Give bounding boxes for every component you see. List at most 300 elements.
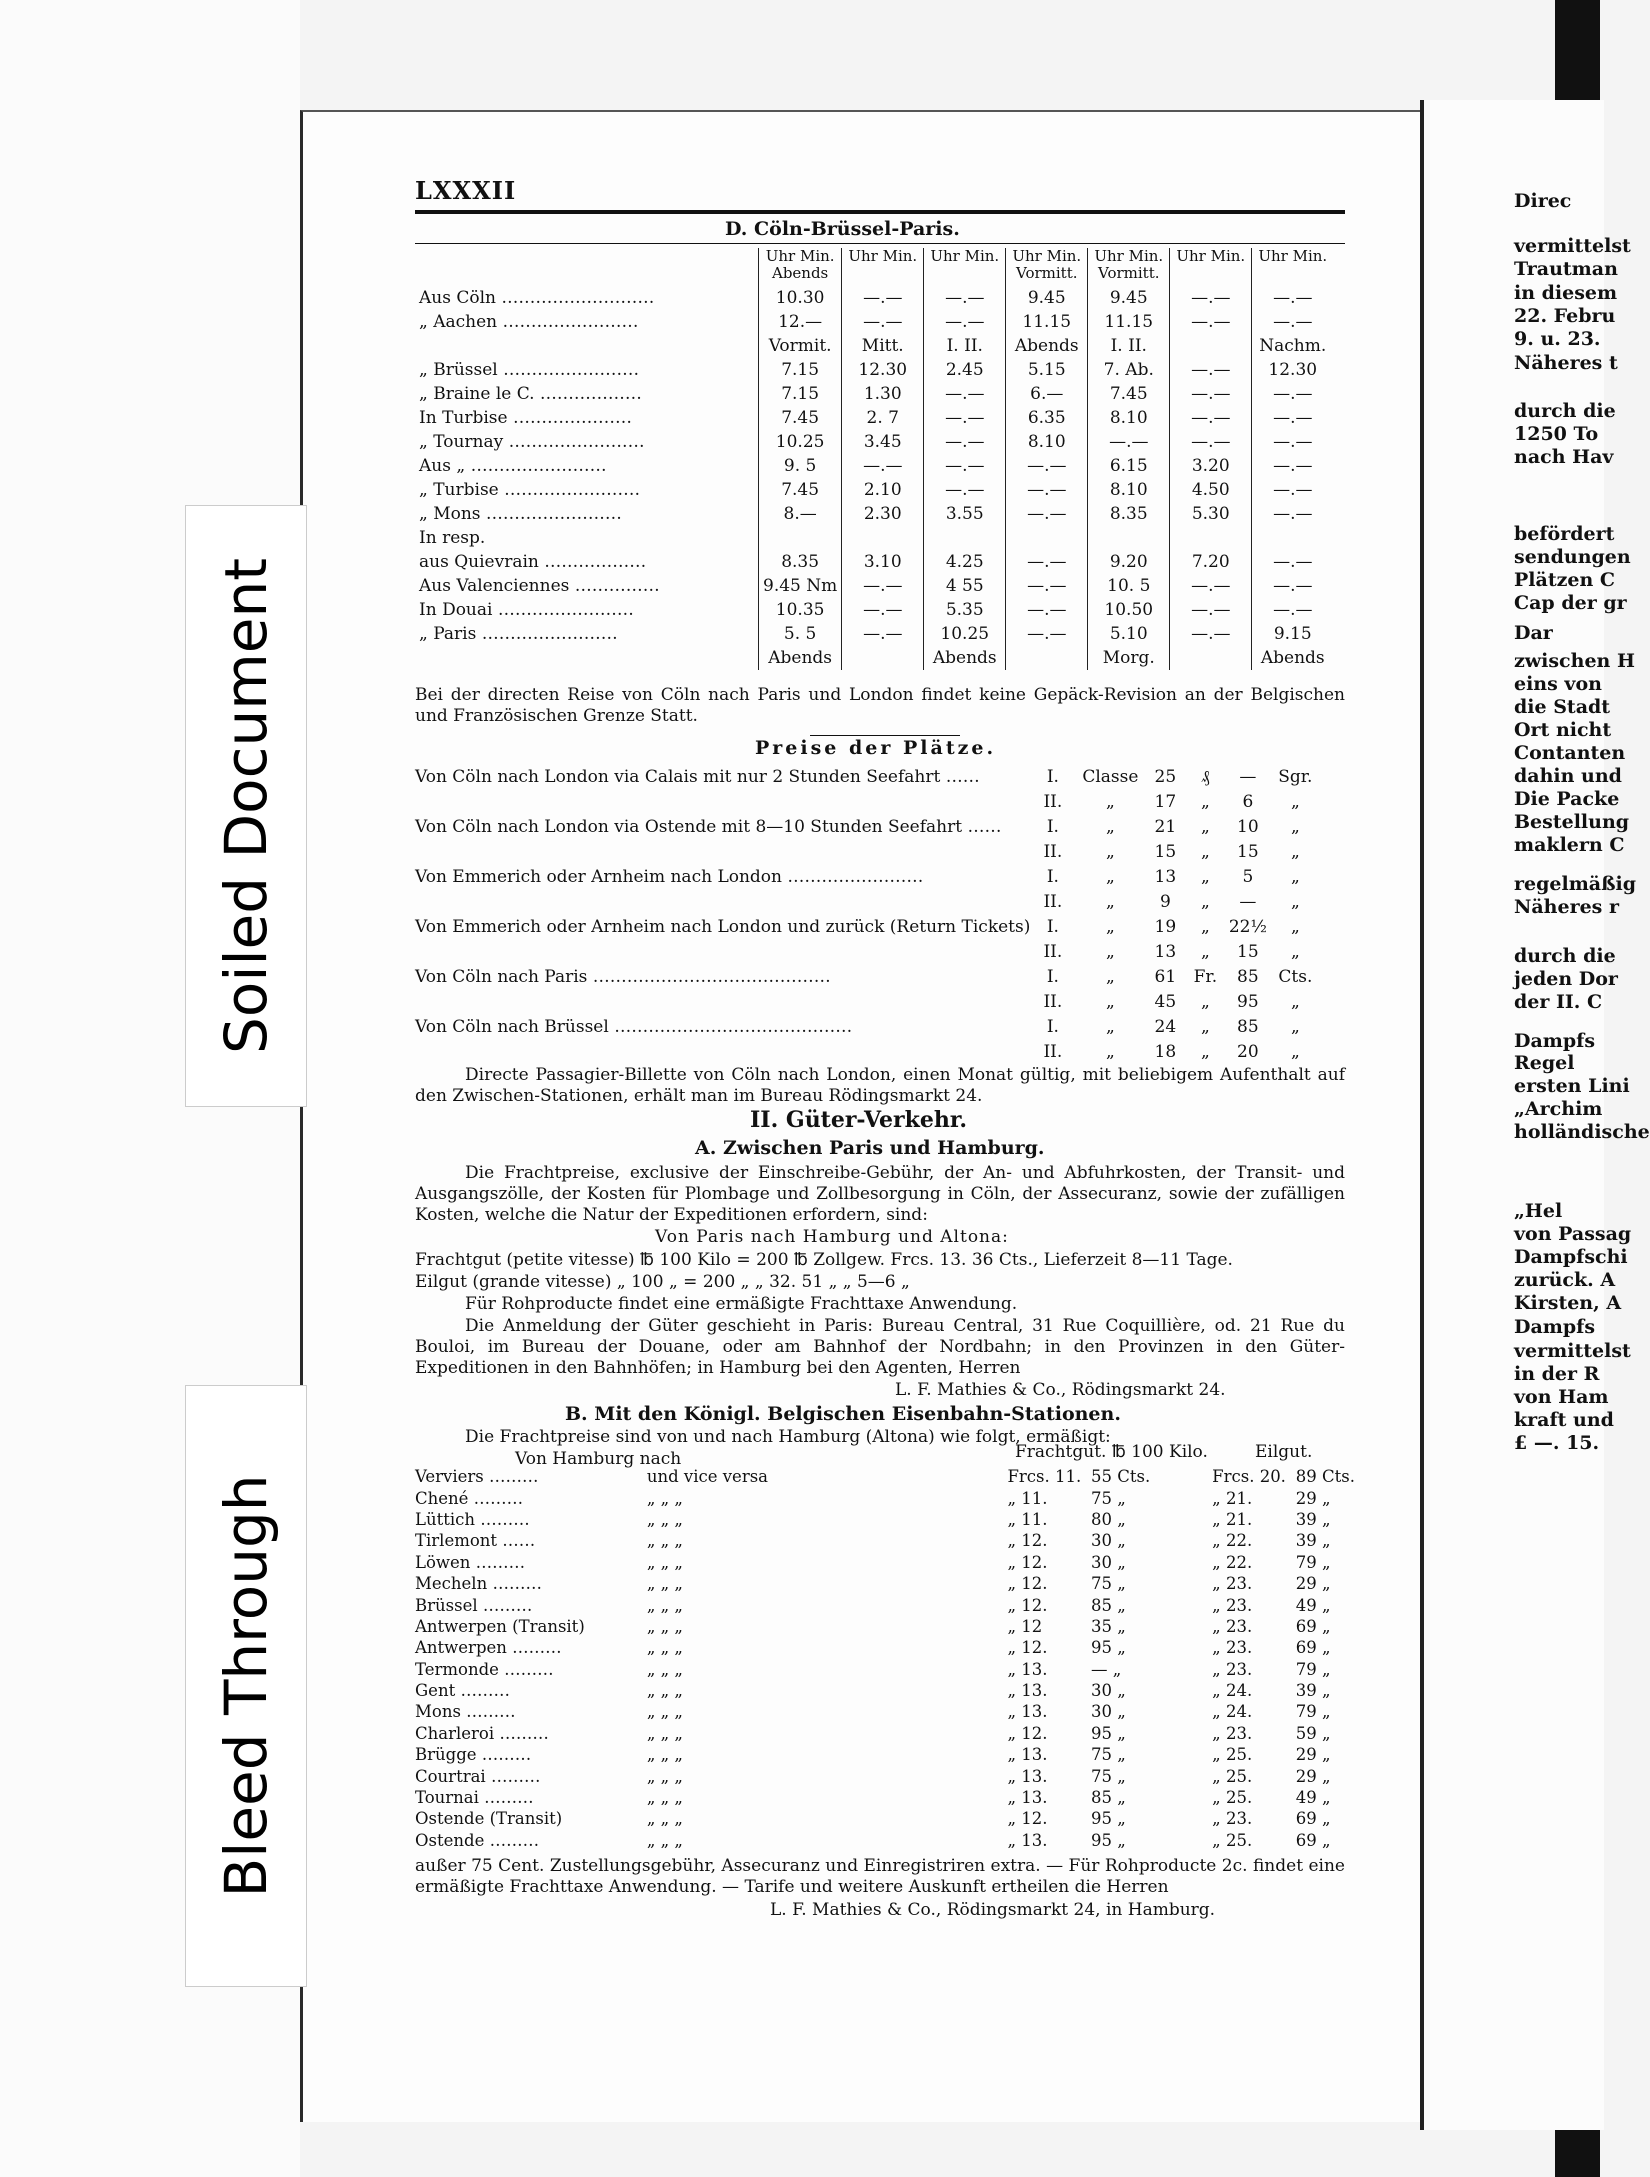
price-b: 20 (1237, 1042, 1259, 1062)
timetable-time: 7. Ab. (1088, 358, 1170, 382)
timetable-time (1006, 646, 1088, 670)
timetable-time: 2. 7 (842, 406, 924, 430)
timetable-time: 8.10 (1088, 406, 1170, 430)
price-a: 25 (1154, 767, 1177, 787)
timetable-time: 3.45 (842, 430, 924, 454)
timetable-time (842, 646, 924, 670)
freight-name: Chené ……… (415, 1488, 524, 1508)
facing-page-text: Dampfs (1514, 1316, 1596, 1338)
freight-station-row (415, 1701, 1355, 1722)
timetable-header-cell (1006, 248, 1088, 286)
price-cls: I. (1046, 967, 1059, 987)
freight-footnote: außer 75 Cent. Zustellungsgebühr, Assecuranz und Einregistriren extra. — Für Rohproducte 2c. findet eine ermäßigte Frachttaxe Anwendung. — Tarife und weitere Auskunft ertheilen die Herren (415, 1856, 1345, 1897)
price-unit: „ (1105, 917, 1115, 937)
freight-name: Tirlemont …… (415, 1531, 536, 1551)
timetable-time (1170, 646, 1252, 670)
price-unit: „ (1105, 817, 1115, 837)
facing-page-text: „Archim (1514, 1098, 1603, 1120)
timetable-time: Vormit. (759, 334, 842, 358)
price-cls: I. (1046, 917, 1059, 937)
facing-page-text: zwischen H (1514, 650, 1635, 672)
timetable-time: Morg. (1088, 646, 1170, 670)
freight-title: II. Güter-Verkehr. (750, 1107, 968, 1133)
timetable-time: 1.30 (842, 382, 924, 406)
freight-ec: 79 „ (1295, 1552, 1331, 1572)
bleed-through-label-text: Bleed Through (212, 1474, 280, 1898)
timetable-time: 9.20 (1088, 550, 1170, 574)
freight-station-row (415, 1680, 1355, 1701)
timetable-time: 3.20 (1170, 454, 1252, 478)
header-period: Vormitt. (1098, 264, 1160, 282)
timetable-time: —.— (842, 310, 924, 334)
price-bsym: „ (1290, 842, 1300, 862)
price-bsym: „ (1290, 992, 1300, 1012)
timetable-time: 3.55 (924, 502, 1006, 526)
freight-station-row (415, 1487, 1355, 1508)
price-b: 6 (1242, 792, 1254, 812)
timetable-time: 4 55 (924, 574, 1006, 598)
timetable-time: —.— (1252, 382, 1334, 406)
freight-fc: 95 „ (1091, 1830, 1126, 1850)
price-asym: „ (1200, 842, 1210, 862)
timetable-time: —.— (1252, 598, 1334, 622)
freight-fr: Frcs. 11. (1007, 1467, 1082, 1487)
timetable-time: 7.15 (759, 358, 842, 382)
freight-station-row (415, 1466, 1355, 1487)
facing-page-text: Ort nicht (1514, 719, 1612, 741)
timetable-time: —.— (1170, 574, 1252, 598)
freight-vice: „ „ „ (646, 1830, 683, 1850)
timetable-station: „ Brüssel …………………… (419, 359, 640, 380)
timetable-time: —.— (1170, 622, 1252, 646)
timetable-station: In Turbise ………………… (419, 407, 632, 428)
timetable-time: —.— (1088, 430, 1170, 454)
timetable-header-cell (1170, 248, 1252, 286)
freight-er: „ 23. (1212, 1659, 1253, 1679)
price-asym: „ (1200, 1042, 1210, 1062)
timetable-row (415, 430, 1333, 454)
facing-page-text: „Hel (1514, 1200, 1563, 1222)
freight-fc: 30 „ (1091, 1702, 1126, 1722)
price-unit: „ (1105, 842, 1115, 862)
timetable-time: 11.15 (1088, 310, 1170, 334)
price-cls: II. (1043, 892, 1063, 912)
page-number: LXXXII (415, 176, 517, 205)
price-a: 21 (1154, 817, 1177, 837)
timetable-time: 10.25 (924, 622, 1006, 646)
facing-page-text: sendungen (1514, 546, 1631, 568)
price-unit: „ (1105, 1017, 1115, 1037)
freight-fr: „ 13. (1007, 1659, 1048, 1679)
price-cls: II. (1043, 942, 1063, 962)
freight-vice: und vice versa (646, 1467, 769, 1487)
freight-vice: „ „ „ (646, 1509, 683, 1529)
prices-rule (810, 735, 960, 736)
timetable-time: 8.— (759, 502, 842, 526)
freight-fr: „ 11. (1007, 1488, 1048, 1508)
timetable-time: 5.10 (1088, 622, 1170, 646)
freight-rates-table (415, 1466, 1355, 1851)
freight-fr: „ 12. (1007, 1574, 1048, 1594)
timetable-time: —.— (1170, 598, 1252, 622)
freight-fc: 30 „ (1091, 1681, 1126, 1701)
timetable-station: Aus „ …………………… (419, 455, 607, 476)
freight-fr: „ 11. (1007, 1509, 1048, 1529)
timetable-row (415, 310, 1333, 334)
facing-page-text: 22. Febru (1514, 305, 1616, 327)
facing-page-text: Dampfs (1514, 1030, 1596, 1052)
freight-fr: „ 13. (1007, 1745, 1048, 1765)
freight-name: Tournai ……… (415, 1788, 534, 1808)
price-asym: „ (1200, 942, 1210, 962)
timetable-time: 2.30 (842, 502, 924, 526)
freight-fr: „ 12. (1007, 1723, 1048, 1743)
freight-ec: 79 „ (1295, 1702, 1331, 1722)
timetable-header-blank (415, 248, 759, 286)
freight-er: „ 23. (1212, 1638, 1253, 1658)
timetable-row (415, 598, 1333, 622)
freight-station-row (415, 1552, 1355, 1573)
price-a: 24 (1154, 1017, 1177, 1037)
timetable-time: 5.30 (1170, 502, 1252, 526)
timetable-time: 5.35 (924, 598, 1006, 622)
price-asym: Fr. (1193, 967, 1218, 987)
timetable-time: —.— (1252, 574, 1334, 598)
freight-vice: „ „ „ (646, 1638, 683, 1658)
price-cls: I. (1046, 767, 1059, 787)
timetable-time: —.— (1252, 286, 1334, 310)
price-row (415, 865, 1320, 890)
freight-fc: 95 „ (1091, 1723, 1126, 1743)
timetable-time: Mitt. (842, 334, 924, 358)
price-row (415, 990, 1320, 1015)
facing-page-text: durch die (1514, 945, 1616, 967)
facing-page-text: vermittelst (1514, 235, 1631, 257)
timetable-time: —.— (924, 406, 1006, 430)
freight-fr: „ 13. (1007, 1702, 1048, 1722)
price-bsym: „ (1290, 917, 1300, 937)
price-unit: Classe (1082, 767, 1139, 787)
price-cls: II. (1043, 842, 1063, 862)
freight-vice: „ „ „ (646, 1809, 683, 1829)
timetable-time: Nachm. (1252, 334, 1334, 358)
timetable-header-cell (1252, 248, 1334, 286)
facing-page-text: Trautman (1514, 258, 1618, 280)
timetable-time: 12.30 (842, 358, 924, 382)
facing-page-text: durch die (1514, 400, 1616, 422)
price-asym: „ (1200, 867, 1210, 887)
freight-vice: „ „ „ (646, 1766, 683, 1786)
timetable-time (1252, 526, 1334, 550)
timetable-time: —.— (1006, 598, 1088, 622)
header-period: Vormitt. (1016, 264, 1078, 282)
price-cls: I. (1046, 817, 1059, 837)
price-row (415, 890, 1320, 915)
price-bsym: „ (1290, 1017, 1300, 1037)
freight-station-row (415, 1573, 1355, 1594)
timetable-time: —.— (924, 478, 1006, 502)
timetable (415, 248, 1333, 670)
price-row (415, 840, 1320, 865)
facing-page-text: von Passag (1514, 1223, 1632, 1245)
timetable-station: aus Quievrain ……………… (419, 551, 647, 572)
price-a: 15 (1154, 842, 1177, 862)
freight-fr: „ 13. (1007, 1766, 1048, 1786)
timetable-time: 7.20 (1170, 550, 1252, 574)
timetable-time (1170, 526, 1252, 550)
freight-station-row (415, 1723, 1355, 1744)
price-bsym: „ (1290, 942, 1300, 962)
timetable-time: —.— (1170, 286, 1252, 310)
timetable-station: „ Braine le C. ……………… (419, 383, 642, 404)
freight-vice: „ „ „ (646, 1531, 683, 1551)
timetable-time: —.— (1252, 454, 1334, 478)
timetable-time: 5. 5 (759, 622, 842, 646)
timetable-time: 7.15 (759, 382, 842, 406)
freight-er: Frcs. 20. (1212, 1467, 1286, 1487)
timetable-time: 9. 5 (759, 454, 842, 478)
freight-ec: 69 „ (1295, 1809, 1331, 1829)
timetable-time: —.— (842, 574, 924, 598)
timetable-time: 4.25 (924, 550, 1006, 574)
facing-page-text: 9. u. 23. (1514, 328, 1601, 350)
freight-station-row (415, 1509, 1355, 1530)
timetable-time: —.— (1170, 310, 1252, 334)
facing-page-text: zurück. A (1514, 1269, 1616, 1291)
freight-er: „ 25. (1212, 1830, 1253, 1850)
freight-er: „ 25. (1212, 1766, 1253, 1786)
timetable-row (415, 478, 1333, 502)
timetable-time (1088, 526, 1170, 550)
timetable-header-cell (759, 248, 842, 286)
price-route: Von Cöln nach Paris …………………………………… (415, 967, 831, 987)
freight-para-a2: Die Anmeldung der Güter geschieht in Paris: Bureau Central, 31 Rue Coquillière, od. 21 Rue du Bouloi, im Bureau der Douane, oder am Bahnhof der Nordbahn; in den Provinzen in den Güter-Expeditionen in den Bahnhöfen; in Hamburg bei den Agenten, Herren (415, 1316, 1345, 1378)
freight-vice: „ „ „ (646, 1659, 683, 1679)
price-bsym: „ (1290, 792, 1300, 812)
freight-fc: 80 „ (1091, 1509, 1126, 1529)
freight-name: Antwerpen (Transit) (415, 1616, 585, 1636)
freight-er: „ 21. (1212, 1488, 1253, 1508)
col-head-left: Von Hamburg nach (515, 1449, 682, 1469)
timetable-time: 8.10 (1006, 430, 1088, 454)
freight-name: Ostende (Transit) (415, 1809, 563, 1829)
freight-er: „ 23. (1212, 1723, 1253, 1743)
facing-page-text: Kirsten, A (1514, 1292, 1622, 1314)
price-route (415, 990, 1030, 1015)
timetable-time: Abends (1252, 646, 1334, 670)
timetable-time: —.— (1170, 382, 1252, 406)
timetable-time: —.— (842, 598, 924, 622)
price-b: — (1239, 892, 1257, 912)
price-unit: „ (1105, 967, 1115, 987)
freight-name: Mons ……… (415, 1702, 516, 1722)
price-cls: I. (1046, 867, 1059, 887)
timetable-time: 7.45 (759, 406, 842, 430)
timetable-time: —.— (842, 622, 924, 646)
price-asym: „ (1200, 792, 1210, 812)
timetable-time: —.— (1252, 310, 1334, 334)
freight-vice: „ „ „ (646, 1488, 683, 1508)
facing-page-text: Bestellung (1514, 811, 1630, 833)
facing-page-text: kraft und (1514, 1409, 1614, 1431)
timetable-time: —.— (1252, 406, 1334, 430)
freight-ec: 59 „ (1295, 1723, 1331, 1743)
freight-er: „ 25. (1212, 1745, 1253, 1765)
freight-name: Courtrai ……… (415, 1766, 541, 1786)
timetable-row (415, 334, 1333, 358)
timetable-time: —.— (1252, 502, 1334, 526)
freight-fr: „ 12. (1007, 1638, 1048, 1658)
timetable-row (415, 406, 1333, 430)
facing-page-text: £ —. 15. (1514, 1432, 1600, 1454)
freight-name: Verviers ……… (415, 1467, 539, 1487)
timetable-row (415, 382, 1333, 406)
timetable-time: —.— (1006, 550, 1088, 574)
price-row (415, 965, 1320, 990)
price-a: 18 (1154, 1042, 1177, 1062)
price-a: 19 (1154, 917, 1177, 937)
timetable-time: —.— (1006, 478, 1088, 502)
facing-page-text: jeden Dor (1514, 968, 1618, 990)
price-row (415, 1040, 1320, 1065)
timetable-time (759, 526, 842, 550)
timetable-time: —.— (924, 430, 1006, 454)
price-row (415, 790, 1320, 815)
freight-fr: „ 12. (1007, 1809, 1048, 1829)
price-b: 10 (1237, 817, 1259, 837)
facing-page-text: in diesem (1514, 282, 1618, 304)
timetable-time: 8.10 (1088, 478, 1170, 502)
timetable-rule (415, 243, 1345, 244)
timetable-time: 5.15 (1006, 358, 1088, 382)
freight-fc: 75 „ (1091, 1488, 1126, 1508)
timetable-row (415, 526, 1333, 550)
facing-page-text: Contanten (1514, 742, 1626, 764)
facing-page-text: nach Hav (1514, 446, 1614, 468)
timetable-time: —.— (924, 382, 1006, 406)
timetable-time: 11.15 (1006, 310, 1088, 334)
timetable-time: 9.45 (1006, 286, 1088, 310)
timetable-row (415, 286, 1333, 310)
price-asym: „ (1200, 892, 1210, 912)
freight-ec: 39 „ (1295, 1681, 1331, 1701)
bleed-through-label (185, 1385, 307, 1987)
timetable-time: —.— (1170, 430, 1252, 454)
header-unit: Uhr Min. (1094, 247, 1164, 265)
freight-fr: „ 13. (1007, 1830, 1048, 1850)
freight-fc: 85 „ (1091, 1788, 1126, 1808)
price-unit: „ (1105, 1042, 1115, 1062)
freight-fr: „ 13. (1007, 1788, 1048, 1808)
freight-er: „ 23. (1212, 1574, 1253, 1594)
freight-fc: — „ (1091, 1659, 1122, 1679)
facing-page-text: der II. C (1514, 991, 1603, 1013)
facing-page-text: regelmäßig (1514, 873, 1637, 895)
facing-page-text: Dar (1514, 622, 1553, 644)
price-route: Von Emmerich oder Arnheim nach London …………………… (415, 867, 924, 887)
timetable-row (415, 502, 1333, 526)
freight-ec: 29 „ (1295, 1766, 1331, 1786)
freight-ec: 29 „ (1295, 1574, 1331, 1594)
freight-er: „ 23. (1212, 1616, 1253, 1636)
price-asym: „ (1200, 992, 1210, 1012)
price-route (415, 890, 1030, 915)
price-b: 22½ (1228, 917, 1267, 937)
freight-vice: „ „ „ (646, 1788, 683, 1808)
header-period: Abends (771, 264, 829, 282)
freight-para-a: Die Frachtpreise, exclusive der Einschreibe-Gebühr, der An- und Abfuhrkosten, der Transit- und Ausgangszölle, der Kosten für Plombage und Zollbesorgung in Cöln, der Assecuranz, sowie der zufälligen Kosten, welche die Natur der Expeditionen erfordern, sind: (415, 1163, 1345, 1225)
price-row (415, 1015, 1320, 1040)
freight-vice: „ „ „ (646, 1595, 683, 1615)
timetable-time (1006, 526, 1088, 550)
price-bsym: „ (1290, 867, 1300, 887)
freight-fc: 75 „ (1091, 1745, 1126, 1765)
price-b: — (1239, 767, 1257, 787)
freight-station-row (415, 1616, 1355, 1637)
price-a: 9 (1159, 892, 1171, 912)
price-a: 45 (1154, 992, 1177, 1012)
header-unit: Uhr Min. (848, 247, 918, 265)
prices-title: Preise der Plätze. (755, 737, 997, 759)
timetable-time: 10.30 (759, 286, 842, 310)
timetable-time: —.— (1006, 502, 1088, 526)
freight-fc: 55 Cts. (1091, 1467, 1151, 1487)
timetable-station (415, 334, 759, 358)
price-asym: „ (1200, 917, 1210, 937)
facing-page-text: 1250 To (1514, 423, 1599, 445)
timetable-time: —.— (1170, 406, 1252, 430)
timetable-header-cell (924, 248, 1006, 286)
timetable-time: 10.35 (759, 598, 842, 622)
freight-vice: „ „ „ (646, 1702, 683, 1722)
price-asym: „ (1200, 817, 1210, 837)
freight-station-row (415, 1765, 1355, 1786)
price-cls: II. (1043, 992, 1063, 1012)
freight-station-row (415, 1808, 1355, 1829)
timetable-time: —.— (842, 454, 924, 478)
prices-note: Directe Passagier-Billette von Cöln nach London, einen Monat gültig, mit beliebigem Aufenthalt auf den Zwischen-Stationen, erhält man im Bureau Rödingsmarkt 24. (415, 1065, 1345, 1106)
freight-station-row (415, 1594, 1355, 1615)
facing-page-text: Direc (1514, 190, 1572, 212)
header-unit: Uhr Min. (1012, 247, 1082, 265)
col-head-right: Eilgut. (1255, 1442, 1313, 1462)
timetable-station: „ Turbise …………………… (419, 479, 641, 500)
freight-fr: „ 12 (1007, 1616, 1043, 1636)
price-route: Von Emmerich oder Arnheim nach London und zurück (Return Tickets) (415, 917, 1031, 937)
timetable-time: 7.45 (759, 478, 842, 502)
freight-station-row (415, 1637, 1355, 1658)
freight-ec: 89 Cts. (1295, 1467, 1355, 1487)
freight-station-row (415, 1787, 1355, 1808)
price-bsym: Sgr. (1278, 767, 1313, 787)
timetable-station: In resp. (419, 527, 486, 548)
freight-agent: L. F. Mathies & Co., Rödingsmarkt 24. (895, 1380, 1226, 1400)
freight-ec: 49 „ (1295, 1788, 1331, 1808)
price-cls: II. (1043, 792, 1063, 812)
freight-fc: 75 „ (1091, 1766, 1126, 1786)
price-route (415, 1040, 1030, 1065)
freight-er: „ 21. (1212, 1509, 1253, 1529)
freight-er: „ 24. (1212, 1681, 1253, 1701)
timetable-time: —.— (924, 310, 1006, 334)
timetable-time: Abends (759, 646, 842, 670)
freight-fr: „ 12. (1007, 1531, 1048, 1551)
freight-line-2: Eilgut (grande vitesse) „ 100 „ = 200 „ „ 32. 51 „ „ 5—6 „ (415, 1272, 910, 1292)
timetable-time (1170, 334, 1252, 358)
freight-name: Ostende ……… (415, 1830, 540, 1850)
timetable-time: I. II. (1088, 334, 1170, 358)
price-row (415, 915, 1320, 940)
